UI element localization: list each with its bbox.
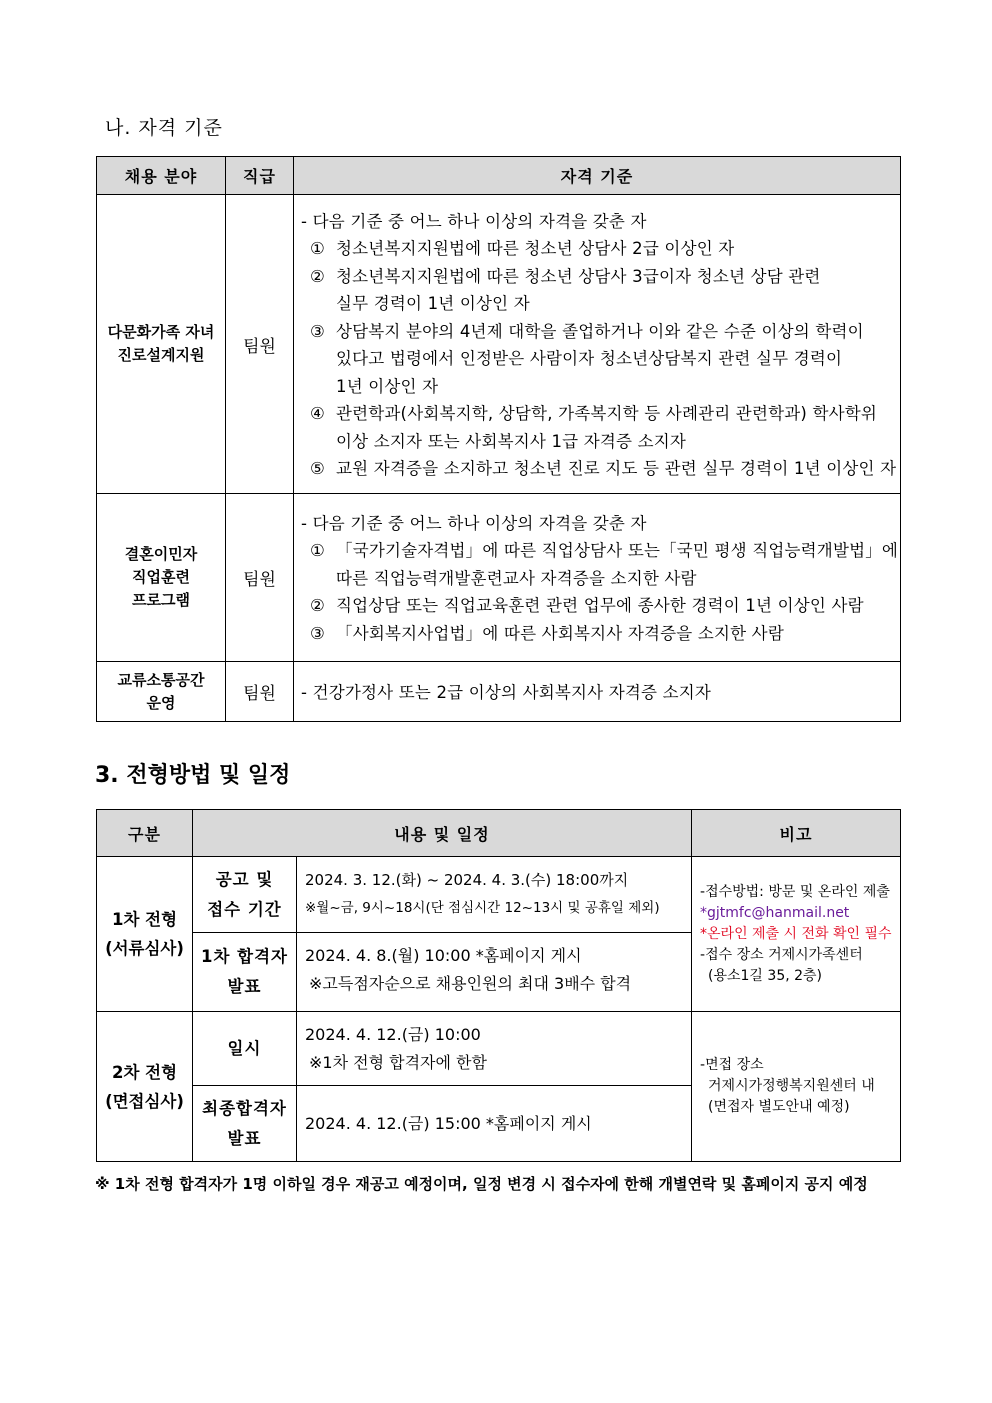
rank-cell: 팀원 [226, 494, 294, 662]
announce-label-cell [193, 933, 297, 1012]
final-announcement: 2024. 4. 12.(금) 15:00 *홈페이지 게시 [305, 1113, 592, 1133]
header-field: 채용 분야 [97, 157, 226, 195]
item-text: 1년 이상인 자 [336, 376, 439, 396]
criteria-item [301, 455, 897, 483]
stage1-remarks [692, 857, 901, 1012]
field-line: 운영 [146, 693, 176, 712]
table-row [97, 662, 901, 722]
stage2-cell [97, 1012, 193, 1162]
remark-interview-place: -면접 장소 [700, 1057, 764, 1073]
schedule-header-row [97, 810, 901, 857]
criteria-item [301, 263, 892, 318]
reception-label-cell [193, 857, 297, 933]
item-text: 관련학과(사회복지학, 상담학, 가족복지학 등 사례관리 관련학과) 학사학위 [336, 404, 878, 423]
field-line: 진로설계지원 [117, 346, 205, 364]
criteria-item [301, 318, 892, 401]
field-line: 다문화가족 자녀 [107, 323, 215, 341]
field-cell [97, 195, 226, 494]
stage1-cell [97, 857, 193, 1012]
item-text: 직업상담 또는 직업교육훈련 관련 업무에 종사한 경력이 1년 이상인 사람 [336, 596, 864, 616]
announce-note: ※고득점자순으로 채용인원의 최대 3배수 합격 [309, 974, 632, 993]
announce-content [297, 933, 692, 1012]
item-number: ④ [310, 404, 325, 423]
table-row [97, 1012, 901, 1086]
item-number: ③ [310, 623, 325, 643]
item-number: ⑤ [310, 459, 325, 478]
remark-place: -접수 장소 거제시가족센터 [700, 946, 863, 963]
item-text: 있다고 법령에서 인정받은 사람이자 청소년상담복지 관련 실무 경력이 [336, 349, 843, 368]
item-text: 청소년복지지원법에 따른 청소년 상담사 3급이자 청소년 상담 관련 [336, 266, 821, 286]
rank-cell: 팀원 [226, 662, 294, 722]
criteria-cell [294, 195, 901, 494]
reception-hours: ※월~금, 9시~18시(단 점심시간 12~13시 및 공휴일 제외) [305, 900, 660, 916]
item-text: 「사회복지사업법」에 따른 사회복지사 자격증을 소지한 사람 [336, 623, 784, 643]
announce-label: 발표 [227, 977, 262, 996]
field-line: 직업훈련 [132, 568, 190, 586]
criteria-intro: - 다음 기준 중 어느 하나 이상의 자격을 갖춘 자 [301, 211, 647, 231]
item-text: 이상 소지자 또는 사회복지사 1급 자격증 소지자 [336, 431, 687, 451]
stage2-subtitle: (면접심사) [105, 1091, 184, 1111]
remark-address: (용소1길 35, 2층) [708, 967, 823, 984]
criteria-text: - 건강가정사 또는 2급 이상의 사회복지사 자격증 소지자 [301, 682, 712, 702]
criteria-intro: - 다음 기준 중 어느 하나 이상의 자격을 갖춘 자 [301, 513, 647, 533]
item-text: 청소년복지지원법에 따른 청소년 상담사 2급 이상인 자 [336, 239, 735, 258]
criteria-item [301, 592, 892, 620]
criteria-item [301, 400, 892, 455]
table-row [97, 195, 901, 494]
field-line: 결혼이민자 [124, 545, 198, 563]
schedule-table [96, 809, 901, 1162]
table-row [97, 857, 901, 933]
interview-note: ※1차 전형 합격자에 한함 [309, 1053, 487, 1072]
section-heading: 3. 전형방법 및 일정 [95, 763, 291, 788]
field-line: 프로그램 [132, 591, 190, 609]
remark-interview-venue: 거제시가정행복지원센터 내 [708, 1078, 875, 1094]
final-label: 최종합격자 [202, 1098, 287, 1118]
field-line: 교류소통공간 [117, 670, 205, 689]
field-cell [97, 494, 226, 662]
final-label: 발표 [227, 1128, 262, 1148]
reception-period: 2024. 3. 12.(화) ~ 2024. 4. 3.(수) 18:00까지 [305, 871, 629, 889]
remark-method: -접수방법: 방문 및 온라인 제출 [700, 883, 890, 900]
item-text: 상담복지 분야의 4년제 대학을 졸업하거나 이와 같은 수준 이상의 학력이 [336, 321, 864, 341]
stage2-title: 2차 전형 [111, 1062, 178, 1082]
header-criteria: 자격 기준 [294, 157, 901, 195]
interview-date-content [297, 1012, 692, 1086]
final-content [297, 1086, 692, 1162]
stage1-subtitle: (서류심사) [105, 939, 184, 958]
interview-date-label: 일시 [193, 1012, 297, 1086]
criteria-cell [294, 494, 901, 662]
header-rank: 직급 [226, 157, 294, 195]
reception-label: 공고 및 [215, 869, 274, 889]
remark-interview-notice: (면접자 별도안내 예정) [708, 1099, 850, 1115]
criteria-item [301, 235, 892, 263]
item-text: 실무 경력이 1년 이상인 자 [336, 294, 530, 313]
qualification-header-row [97, 157, 901, 195]
final-label-cell [193, 1086, 297, 1162]
table-row [97, 494, 901, 662]
item-number: ① [310, 541, 325, 561]
announce-label: 1차 합격자 [201, 947, 288, 966]
footnote: ※ 1차 전형 합격자가 1명 이하일 경우 재공고 예정이며, 일정 변경 시 접수자에 한해 개별연락 및 홈페이지 공지 예정 [95, 1175, 868, 1193]
qualification-table [96, 156, 901, 722]
header-category: 구분 [97, 810, 193, 857]
item-text: 따른 직업능력개발훈련교사 자격증을 소지한 사람 [336, 568, 697, 588]
interview-date: 2024. 4. 12.(금) 10:00 [305, 1025, 481, 1044]
item-text: 「국가기술자격법」에 따른 직업상담사 또는「국민 평생 직업능력개발법」에 [336, 541, 899, 561]
header-content: 내용 및 일정 [193, 810, 692, 857]
remark-phone-check: *온라인 제출 시 전화 확인 필수 [700, 925, 892, 942]
reception-label: 접수 기간 [207, 899, 282, 919]
item-number: ① [310, 239, 325, 258]
stage1-title: 1차 전형 [111, 910, 178, 929]
item-number: ③ [310, 321, 325, 341]
item-number: ② [310, 266, 325, 286]
remark-email: *gjtmfc@hanmail.net [700, 904, 850, 921]
criteria-item [301, 620, 892, 648]
item-number: ② [310, 596, 325, 616]
criteria-cell [294, 662, 901, 722]
field-cell [97, 662, 226, 722]
criteria-item [301, 537, 899, 592]
reception-content [297, 857, 692, 933]
header-remarks: 비고 [692, 810, 901, 857]
rank-cell: 팀원 [226, 195, 294, 494]
qualification-heading: 나. 자격 기준 [105, 117, 223, 139]
stage2-remarks [692, 1012, 901, 1162]
item-text: 교원 자격증을 소지하고 청소년 진로 지도 등 관련 실무 경력이 1년 이상인 자 [336, 459, 897, 478]
announce-date: 2024. 4. 8.(월) 10:00 *홈페이지 게시 [305, 946, 582, 965]
